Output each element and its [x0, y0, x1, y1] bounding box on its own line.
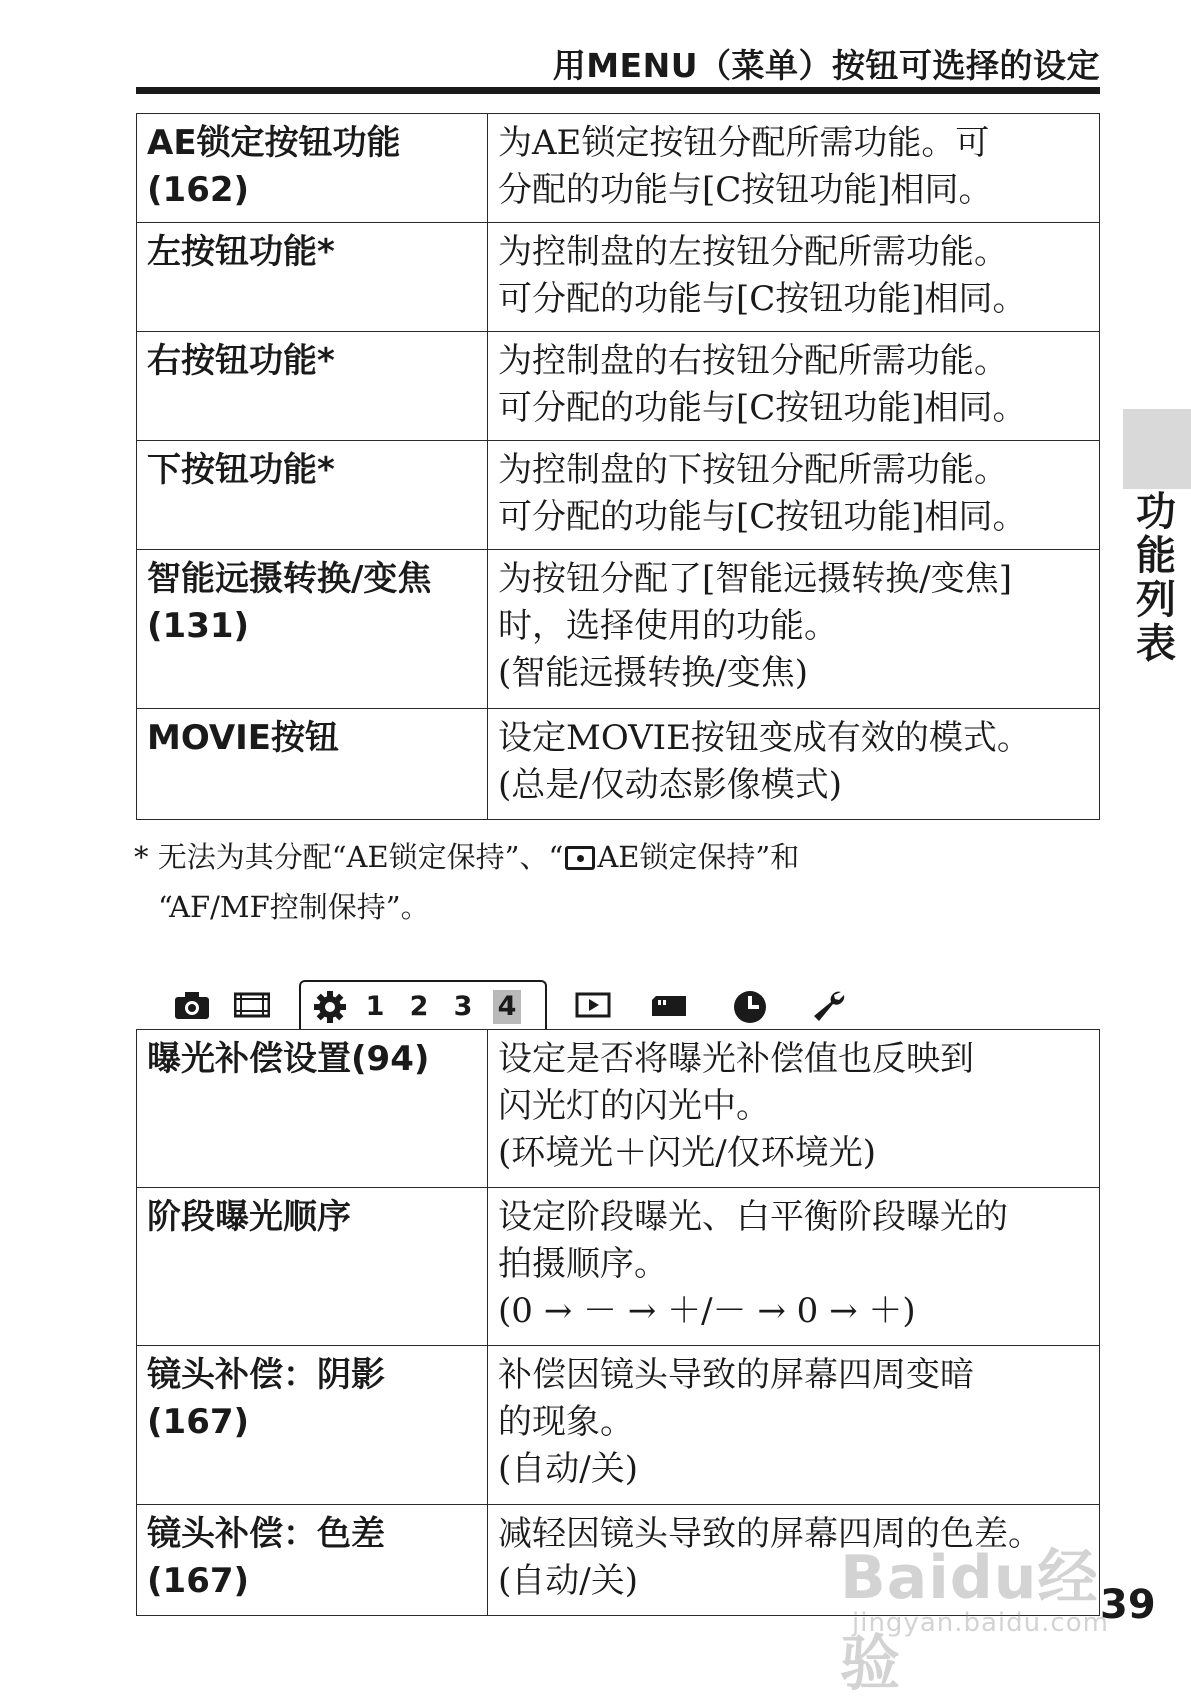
setting-name: 阶段曝光顺序 — [147, 1197, 351, 1237]
page-header-title: 用MENU（菜单）按钮可选择的设定 — [552, 46, 1100, 85]
wrench-icon[interactable] — [811, 990, 847, 1028]
side-label-char: 功 — [1136, 489, 1176, 535]
footnote-line-1 — [134, 832, 799, 882]
side-section-tab — [1123, 409, 1191, 489]
table-row — [137, 441, 1100, 550]
setting-name: MOVIE按钮 — [147, 718, 340, 758]
setting-description-cell — [488, 1188, 1100, 1346]
custom-gear-icon — [313, 990, 347, 1028]
table-row — [137, 709, 1100, 820]
table-row — [137, 332, 1100, 441]
table-row — [137, 223, 1100, 332]
clock-icon[interactable] — [733, 990, 767, 1028]
setting-description-line: 拍摄顺序。 — [498, 1244, 668, 1284]
setting-description-line: 闪光灯的闪光中。 — [498, 1086, 770, 1126]
setting-options: (环境光＋闪光/仅环境光) — [498, 1133, 876, 1173]
watermark-url: jingyan.baidu.com — [852, 1608, 1109, 1638]
side-section-label — [1124, 490, 1188, 666]
custom-settings-tab[interactable] — [299, 980, 547, 1030]
setting-page-ref: (167) — [147, 1402, 250, 1442]
setting-name: 左按钮功能* — [147, 232, 335, 272]
setting-name-cell — [137, 550, 488, 709]
setting-name: 右按钮功能* — [147, 341, 335, 381]
setting-description-cell — [488, 223, 1100, 332]
setting-name-cell — [137, 332, 488, 441]
table-row — [137, 1030, 1100, 1188]
memory-card-icon[interactable] — [650, 990, 688, 1024]
side-label-char: 列 — [1136, 577, 1176, 623]
setting-description-line: 设定阶段曝光、白平衡阶段曝光的 — [498, 1197, 1008, 1237]
side-label-char: 能 — [1136, 533, 1176, 579]
footnote-text: AE锁定保持”和 — [597, 840, 800, 874]
setting-page-ref: (131) — [147, 606, 250, 646]
setting-description-line: 设定MOVIE按钮变成有效的模式。 — [498, 718, 1031, 758]
setting-page-ref: (162) — [147, 170, 250, 210]
side-label-char: 表 — [1136, 621, 1176, 667]
setting-description-cell — [488, 1346, 1100, 1505]
setting-options: (自动/关) — [498, 1561, 638, 1601]
footnote-text: 无法为其分配“AE锁定保持”、“ — [157, 840, 564, 874]
table-row — [137, 550, 1100, 709]
setting-description-line: 的现象。 — [498, 1402, 634, 1442]
setting-description-line: 为控制盘的下按钮分配所需功能。 — [498, 450, 1008, 490]
menu-tab-bar — [136, 980, 1100, 1030]
setting-name: 镜头补偿：色差 — [147, 1514, 385, 1554]
setting-description-line: 减轻因镜头导致的屏幕四周的色差。 — [498, 1514, 1042, 1554]
setting-description-line: 为按钮分配了[智能远摄转换/变焦] — [498, 559, 1012, 599]
setting-description-cell — [488, 114, 1100, 223]
tab-page-1[interactable]: 1 — [365, 991, 385, 1022]
movie-icon[interactable] — [234, 990, 270, 1024]
function-table-top — [136, 113, 1100, 820]
setting-options: (智能远摄转换/变焦) — [498, 653, 808, 693]
tab-page-3[interactable]: 3 — [453, 991, 473, 1022]
setting-description-line: 分配的功能与[C按钮功能]相同。 — [498, 170, 993, 210]
footnote-star: * — [134, 840, 149, 874]
setting-description-cell — [488, 441, 1100, 550]
tab-page-4-active[interactable]: 4 — [493, 990, 521, 1024]
af-area-icon — [565, 846, 595, 870]
setting-name-cell — [137, 441, 488, 550]
setting-name-cell — [137, 1505, 488, 1616]
camera-icon[interactable] — [174, 990, 210, 1024]
setting-name-cell — [137, 114, 488, 223]
footnote-line-2: “AF/MF控制保持”。 — [158, 890, 430, 924]
header-rule — [136, 87, 1100, 94]
tab-page-2[interactable]: 2 — [409, 991, 429, 1022]
setting-description-line: 可分配的功能与[C按钮功能]相同。 — [498, 388, 1027, 428]
setting-name: 智能远摄转换/变焦 — [147, 559, 432, 599]
footnote — [134, 832, 799, 932]
playback-icon[interactable] — [575, 990, 611, 1024]
setting-name-cell — [137, 1188, 488, 1346]
setting-name-cell — [137, 709, 488, 820]
setting-description-line: 为AE锁定按钮分配所需功能。可 — [498, 123, 990, 163]
watermark-brand: Baidu经验 — [840, 1543, 1099, 1699]
setting-description-line: 可分配的功能与[C按钮功能]相同。 — [498, 497, 1027, 537]
table-row — [137, 114, 1100, 223]
setting-options: (0 → － → ＋/－ → 0 → ＋) — [498, 1291, 916, 1331]
setting-options: (自动/关) — [498, 1449, 638, 1489]
setting-description-cell — [488, 550, 1100, 709]
function-table-bottom — [136, 1029, 1100, 1616]
table-row — [137, 1188, 1100, 1346]
setting-description-line: 设定是否将曝光补偿值也反映到 — [498, 1039, 974, 1079]
setting-description-line: 为控制盘的右按钮分配所需功能。 — [498, 341, 1008, 381]
table-row — [137, 1346, 1100, 1505]
setting-name: 下按钮功能* — [147, 450, 335, 490]
setting-page-ref: (167) — [147, 1561, 250, 1601]
setting-name: 镜头补偿：阴影 — [147, 1355, 385, 1395]
setting-name: 曝光补偿设置(94) — [147, 1039, 430, 1079]
setting-description-line: 为控制盘的左按钮分配所需功能。 — [498, 232, 1008, 272]
setting-name-cell — [137, 1346, 488, 1505]
setting-description-cell — [488, 709, 1100, 820]
setting-name: AE锁定按钮功能 — [147, 123, 401, 163]
setting-name-cell — [137, 223, 488, 332]
setting-name-cell — [137, 1030, 488, 1188]
setting-options: (总是/仅动态影像模式) — [498, 765, 842, 805]
watermark — [840, 1530, 1140, 1699]
setting-description-line: 时，选择使用的功能。 — [498, 606, 838, 646]
setting-description-line: 可分配的功能与[C按钮功能]相同。 — [498, 279, 1027, 319]
setting-description-cell — [488, 332, 1100, 441]
setting-description-line: 补偿因镜头导致的屏幕四周变暗 — [498, 1355, 974, 1395]
page-number: 39 — [1100, 1582, 1156, 1628]
setting-description-cell — [488, 1030, 1100, 1188]
